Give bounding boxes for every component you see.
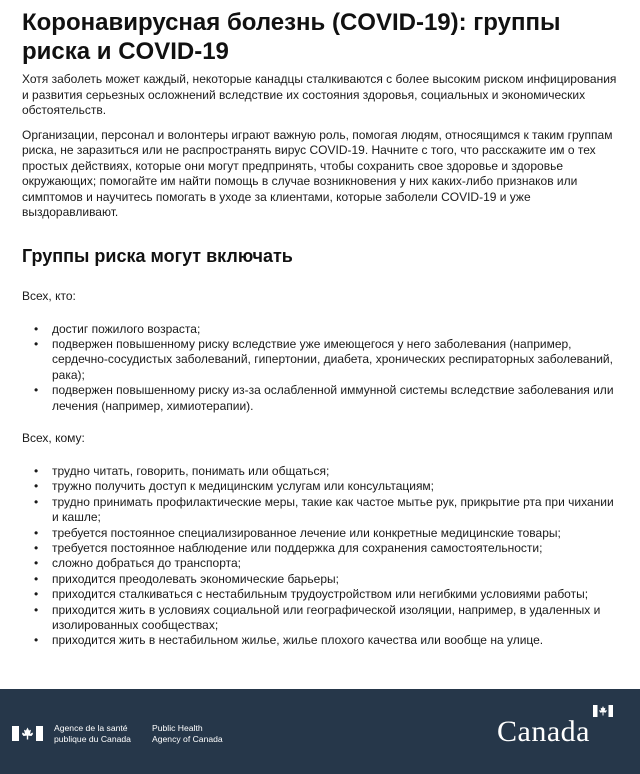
list-item [22, 383, 618, 414]
intro-paragraph-1: Хотя заболеть может каждый, некоторые канадцы сталкиваются с более высоким риском инфицирования и развития серьезных осложнений вследствие их состояния здоровья, социальных и экономических обстоятельств. [22, 72, 617, 117]
group2-list [22, 464, 618, 649]
group2-lead: Всех, кому: [22, 430, 85, 445]
list-item [22, 587, 618, 602]
wordmark-flag-icon [593, 705, 613, 717]
list-item-text: приходится преодолевать экономические барьеры; [52, 571, 339, 586]
agency-en-line-1: Public Health [152, 723, 203, 733]
list-item-text: приходится жить в условиях социальной или географической изоляции, например, в удаленных и изолированных сообществах; [52, 602, 601, 632]
bullet-icon: • [34, 463, 39, 478]
bullet-icon: • [34, 321, 39, 336]
document-body [22, 8, 618, 649]
bullet-icon: • [34, 633, 39, 648]
list-item [22, 541, 618, 556]
bullet-icon: • [34, 540, 39, 555]
bullet-icon: • [34, 383, 39, 398]
bullet-icon: • [34, 494, 39, 509]
list-item-text: подвержен повышенному риску вследствие уже имеющегося у него заболевания (например, сердечно-сосудистых заболеваний, гипертонии, диабета, хронических респираторных заболеваний, рака); [52, 336, 613, 382]
intro-section [22, 72, 618, 221]
list-item-text: достиг пожилого возраста; [52, 321, 201, 336]
list-item-text: сложно добраться до транспорта; [52, 556, 241, 571]
list-item [22, 337, 618, 383]
intro-paragraph-2: Организации, персонал и волонтеры играют важную роль, помогая людям, относящимся к таким группам риска, не заразиться или не распространять вирус COVID-19. Начните с того, что расскажите им о тех простых действиях, которые они могут предпринять, чтобы сохранить свое здоровье и здоровье окружающих; помогайте им найти помощь в случае возникновения у них каких-либо признаков или симптомов и научитесь помогать в уходе за клиентами, которые заболели COVID-19 и уже выздоравливают. [22, 127, 613, 219]
bullet-icon: • [34, 602, 39, 617]
list-item-text: требуется постоянное специализированное лечение или конкретные медицинские товары; [52, 525, 561, 540]
bullet-icon: • [34, 587, 39, 602]
list-item [22, 633, 618, 648]
page-title: Коронавирусная болезнь (COVID-19): группы риска и COVID-19 [22, 9, 561, 65]
list-item-text: требуется постоянное наблюдение или поддержка для сохранения самостоятельности; [52, 540, 543, 555]
canada-flag-icon [12, 726, 43, 741]
footer-banner [0, 689, 640, 774]
agency-fr-line-2: publique du Canada [54, 733, 131, 744]
group1-lead: Всех, кто: [22, 288, 76, 303]
list-item-text: подвержен повышенному риску из-за ослабленной иммунной системы вследствие заболевания или лечения (например, химиотерапии). [52, 383, 614, 413]
list-item [22, 322, 618, 337]
list-item [22, 526, 618, 541]
list-item [22, 464, 618, 479]
agency-en-line-2: Agency of Canada [152, 733, 223, 744]
list-item [22, 572, 618, 587]
list-item-text: трудно читать, говорить, понимать или общаться; [52, 463, 330, 478]
list-item-text: трудно принимать профилактические меры, такие как частое мытье рук, прикрытие рта при чихании и кашле; [52, 494, 614, 525]
agency-name-french [54, 723, 131, 744]
bullet-icon: • [34, 336, 39, 351]
list-item [22, 603, 618, 634]
group1-list [22, 322, 618, 414]
bullet-icon: • [34, 556, 39, 571]
list-item-text: приходится жить в нестабильном жилье, жилье плохого качества или вообще на улице. [52, 633, 544, 648]
agency-fr-line-1: Agence de la santé [54, 723, 128, 733]
list-item-text: тружно получить доступ к медицинским услугам или консультациям; [52, 479, 435, 494]
section-heading: Группы риска могут включать [22, 245, 293, 266]
list-item [22, 495, 618, 526]
canada-wordmark: Canada [497, 715, 590, 748]
bullet-icon: • [34, 525, 39, 540]
bullet-icon: • [34, 571, 39, 586]
agency-name-english [152, 723, 223, 744]
list-item-text: приходится сталкиваться с нестабильным трудоустройством или негибкими условиями работы; [52, 587, 589, 602]
list-item [22, 479, 618, 494]
list-item [22, 556, 618, 571]
bullet-icon: • [34, 479, 39, 494]
